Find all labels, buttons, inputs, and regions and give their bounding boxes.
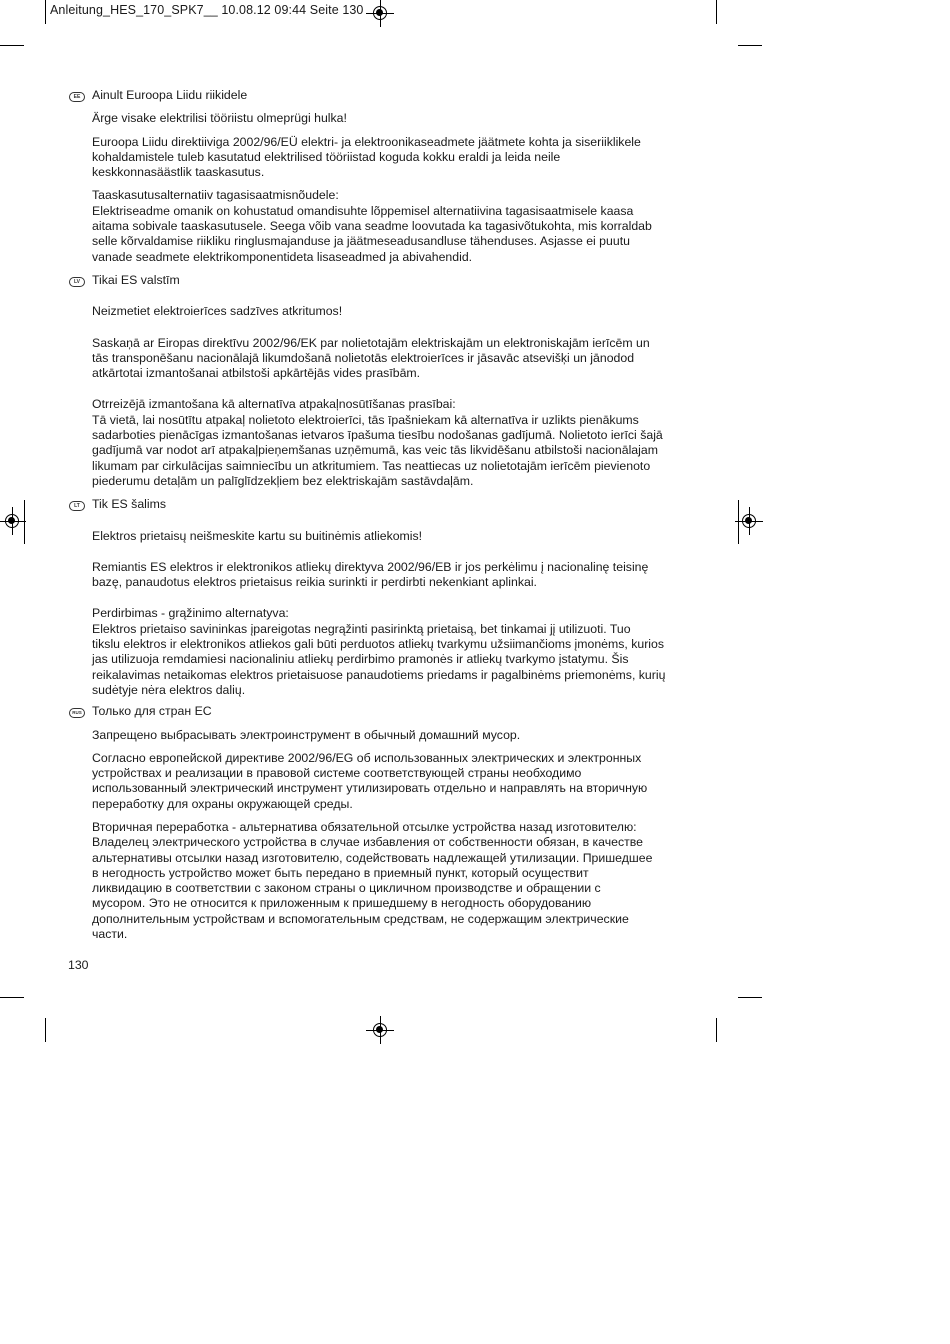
paragraph: Согласно европейской директиве 2002/96/EG об использованных электрических и электронных устройствах и реализации в правовой системе соответствующей страны необходимо использованный электрический инструмент утилизировать отдельно и направлять на вторичную переработку для охраны окружающей среды.	[92, 750, 648, 811]
paragraph: Вторичная переработка - альтернатива обязательной отсылке устройства назад изготовителю: Владелец электрического устройства в случае избавления от собственности обязан, в качестве альтернативы отсылки назад изготовителю, содействовать надлежащей утилизации. Пришедшее в негодность устройство может быть передано в приемный пункт, который осуществит ликвидацию в соответствии с законом страны о цикличном производстве и обращении с мусором. Это не относится к приложенным к пришедшему в негодность оборудованию дополнительным устройствам и вспомогательным средствам, не содержащим электрические части.	[92, 819, 653, 942]
paragraph: Saskaņā ar Eiropas direktīvu 2002/96/EK par nolietotajām elektriskajām un elektroniskajām ierīcēm un tās transponēšanu nacionālajā likumdošanā nolietotās elektroierīces ir jāsavāc atsevišķi un jānodod atkārtotai izmantošanai atbilstoši apkārtējās vides prasībām.	[92, 335, 650, 381]
crop-mark	[738, 997, 762, 998]
paragraph: Euroopa Liidu direktiiviga 2002/96/EÜ elektri- ja elektroonikaseadmete jäätmete kohta ja siseriiklikele kohaldamistele tuleb kasutatud elektrilised tööriistad koguda kokku eraldi ja leida neile keskkonnasäästlik taaskasutus.	[92, 134, 641, 180]
crop-mark	[738, 45, 762, 46]
section-heading: Tik ES šalims	[92, 497, 167, 512]
section-rus	[72, 704, 692, 942]
paragraph: Запрещено выбрасывать электроинструмент в обычный домашний мусор.	[92, 727, 521, 742]
crop-mark	[24, 500, 25, 544]
language-badge-icon: LT	[69, 501, 85, 511]
paragraph: Ärge visake elektrilisi tööriistu olmeprügi hulka!	[92, 111, 347, 126]
paragraph: Otrreizējā izmantošana kā alternatīva atpakaļnosūtīšanas prasībai: Tā vietā, lai nosūtītu atpakaļ nolietoto elektroierīci, tās īpašniekam kā alternatīva ir uzlikts pienākums sadarboties pienācīgas izmantošanas ietvaros īpašuma tiesību nodošanas gadījumā. Nolietoto ierīci šajā gadījumā var nodot arī atpakaļpieņemšanas uzņēmumā, kas veic tās likvidēšanu atbilstoši nacionālajam likumam par cirkulācijas saimniecību un atkritumiem. Tas neattiecas uz nolietotajām ierīcēm pievienoto piederumu detaļām un palīglīdzekļiem bez elektriskajām sastāvdaļām.	[92, 397, 663, 488]
page-number: 130	[68, 958, 89, 972]
crop-mark	[45, 1018, 46, 1042]
section-lt	[74, 497, 692, 698]
section-heading: Только для стран ЕС	[92, 704, 212, 719]
crop-mark	[0, 45, 24, 46]
crop-mark	[738, 500, 739, 544]
language-badge-icon: EE	[69, 92, 85, 102]
crop-mark	[45, 0, 46, 24]
registration-mark-icon	[373, 1023, 387, 1037]
section-ee	[73, 88, 692, 265]
paragraph: Remiantis ES elektros ir elektronikos atliekų direktyva 2002/96/EB ir jos perkėlimu į nacionalinę teisinę bazę, panaudotus elektros prietaisus reikia surinkti ir perdirbti nekenkiant aplinkai.	[92, 559, 649, 590]
document-body	[72, 88, 692, 950]
crop-mark	[716, 1018, 717, 1042]
section-heading: Ainult Euroopa Liidu riikidele	[92, 88, 248, 102]
language-badge-icon: RUS	[69, 708, 85, 718]
section-heading: Tikai ES valstīm	[92, 272, 180, 287]
paragraph: Taaskasutusalternatiiv tagasisaatmisnõudele: Elektriseadme omanik on kohustatud omandisuhte lõppemisel alternatiivina tagasisaatmisele kaasa aitama sobivale taaskasutusele. Seega võib vana seadme loovutada ka tagasivõtukohta, mis korraldab selle kõrvaldamise riikliku ringlusmajanduse ja jäätmeseadusandluse tähenduses. Asjasse ei puutu vanade seadmete elektrikomponentideta lisaseadmed ja abivahendid.	[92, 188, 652, 264]
paragraph: Elektros prietaisų neišmeskite kartu su buitinėmis atliekomis!	[92, 528, 423, 543]
crop-mark	[0, 997, 24, 998]
crop-mark	[716, 0, 717, 24]
paragraph: Neizmetiet elektroierīces sadzīves atkritumos!	[92, 304, 343, 319]
registration-mark-icon	[742, 514, 756, 528]
print-slug: Anleitung_HES_170_SPK7__ 10.08.12 09:44 Seite 130	[50, 3, 364, 17]
paragraph: Perdirbimas - grąžinimo alternatyva: Elektros prietaiso savininkas įpareigotas negrąžinti pasirinktą prietaisą, bet tinkamai jį utilizuoti. Tuo tikslu elektros ir elektronikos atliekos gali būti perduotos atliekų tvarkymu užsiimančioms įmonėms, kurios jas utilizuoja remdamiesi nacionaliniu atliekų perdirbimo pramonės ir atliekų tvarkymo įstatymu. Šis reikalavimas netaikomas elektros prietaisuose panaudotiems priedams ir pagalbinėms priemonėms, kurių sudėtyje nėra elektros dalių.	[92, 606, 666, 697]
language-badge-icon: LV	[69, 277, 85, 287]
registration-mark-icon	[5, 514, 19, 528]
registration-mark-icon	[373, 6, 387, 20]
section-lv	[73, 272, 692, 489]
